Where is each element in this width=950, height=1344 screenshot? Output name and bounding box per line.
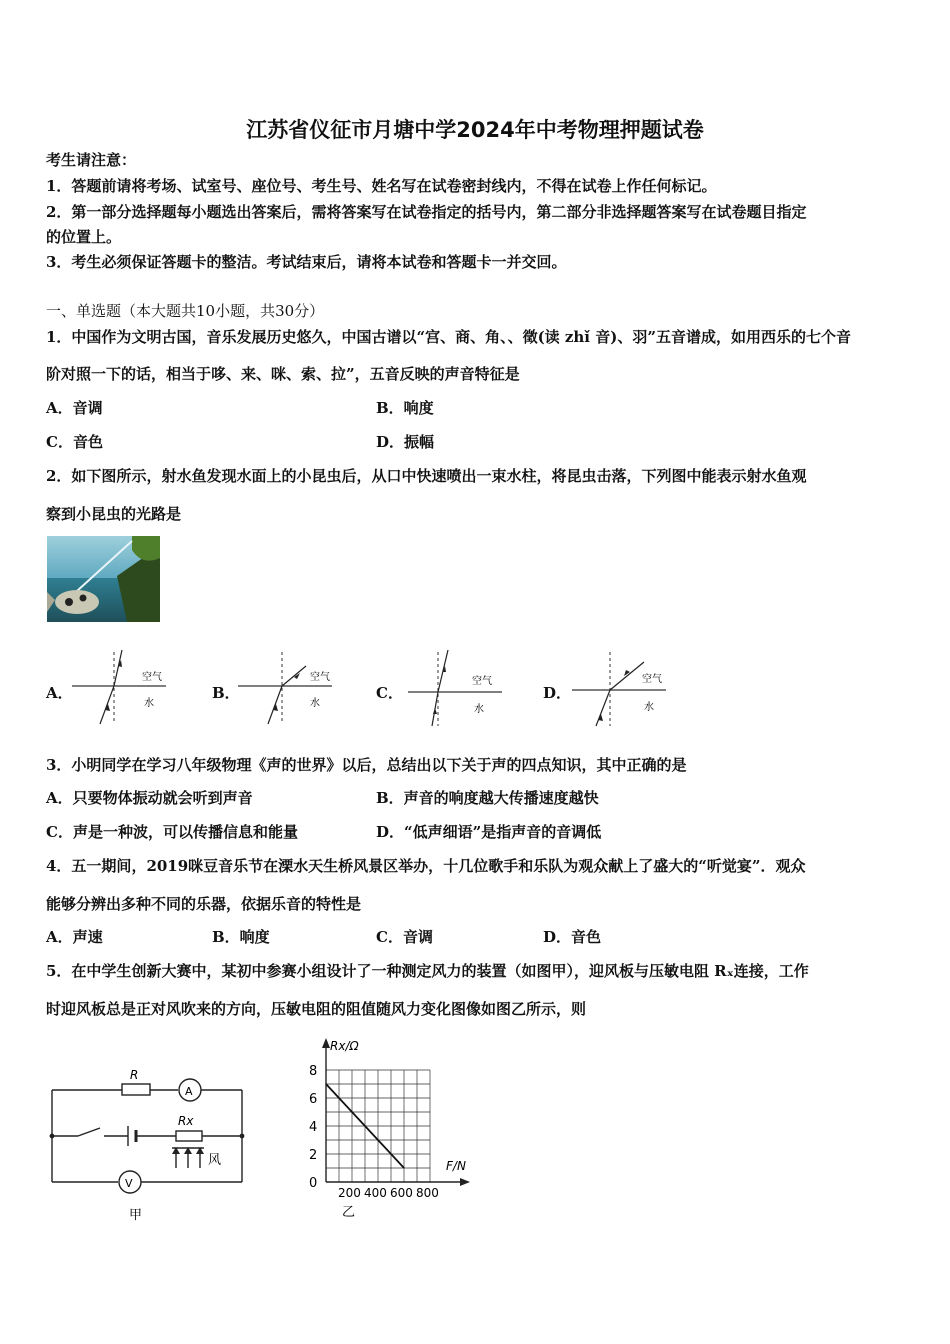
y-tick-label: 0 — [309, 1176, 318, 1191]
q4-stem: 能够分辨出多种不同的乐器，依据乐音的特性是 — [46, 895, 362, 913]
air-label: 空气 — [472, 676, 492, 687]
x-axis-label: F/N — [446, 1159, 466, 1173]
q4-stem: 4．五一期间，2019咪豆音乐节在溧水天生桥风景区举办，十几位歌手和乐队为观众献上了盛大的“听觉宴”．观众 — [46, 857, 806, 875]
y-axis-label: Rx/Ω — [330, 1039, 359, 1053]
ammeter-label: A — [185, 1085, 193, 1098]
graph-caption: 乙 — [342, 1205, 356, 1220]
q2-option-c: C． — [376, 684, 403, 702]
q1-stem: 阶对照一下的话，相当于哆、来、咪、索、拉”，五音反映的声音特征是 — [46, 365, 520, 383]
water-label: 水 — [144, 698, 154, 709]
air-label: 空气 — [310, 672, 330, 683]
q1-option-b: B．响度 — [376, 399, 434, 417]
notice-item: 2．第一部分选择题每小题选出答案后，需将答案写在试卷指定的括号内，第二部分非选择题答案写在试卷题目指定 — [46, 203, 807, 221]
q2-option-b: B． — [212, 684, 240, 702]
x-tick-label: 200 — [338, 1186, 361, 1200]
circuit-diagram — [44, 1058, 254, 1226]
q5-stem: 5．在中学生创新大赛中，某初中参赛小组设计了一种测定风力的装置（如图甲），迎风板与压敏电阻 Rₓ连接，工作 — [46, 962, 809, 980]
q3-option-b: B．声音的响度越大传播速度越快 — [376, 789, 599, 807]
q2-stem: 察到小昆虫的光路是 — [46, 505, 182, 523]
notice-item: 的位置上。 — [46, 228, 122, 246]
q3-stem: 3．小明同学在学习八年级物理《声的世界》以后，总结出以下关于声的四点知识，其中正确的是 — [46, 756, 687, 774]
water-label: 水 — [644, 702, 654, 713]
wind-label: 风 — [208, 1153, 222, 1168]
q5-stem: 时迎风板总是正对风吹来的方向，压敏电阻的阻值随风力变化图像如图乙所示，则 — [46, 1000, 587, 1018]
q2-option-a: A． — [46, 684, 73, 702]
air-label: 空气 — [642, 674, 662, 685]
q1-option-c: C．音色 — [46, 433, 103, 451]
q4-option-a: A．声速 — [46, 928, 103, 946]
y-tick-label: 4 — [309, 1120, 318, 1135]
ray-diagram-d — [566, 646, 676, 730]
notice-heading: 考生请注意： — [46, 151, 137, 169]
q3-option-a: A．只要物体振动就会听到声音 — [46, 789, 253, 807]
archerfish-photo — [47, 536, 160, 622]
ray-diagram-b — [230, 646, 340, 730]
page-title: 江苏省仪征市月塘中学2024年中考物理押题试卷 — [246, 118, 704, 142]
ray-diagram-c — [400, 646, 510, 730]
resistance-force-graph — [296, 1034, 486, 1224]
x-tick-label: 800 — [416, 1186, 439, 1200]
q4-option-c: C．音调 — [376, 928, 433, 946]
q1-option-a: A．音调 — [46, 399, 103, 417]
voltmeter-label: V — [125, 1177, 133, 1190]
q4-option-d: D．音色 — [543, 928, 602, 946]
y-tick-label: 6 — [309, 1092, 318, 1107]
q1-stem: 1．中国作为文明古国，音乐发展历史悠久，中国古谱以“宫、商、角、、徵(读 zhǐ 音)、羽”五音谱成，如用西乐的七个音 — [46, 328, 851, 346]
air-label: 空气 — [142, 672, 162, 683]
ray-diagram-a — [64, 646, 174, 730]
q2-option-d: D． — [543, 684, 572, 702]
section-heading: 一、单选题（本大题共10小题，共30分） — [46, 302, 325, 320]
x-axis-arrow — [460, 1178, 470, 1186]
resistor-r-label: R — [130, 1068, 139, 1082]
q1-option-d: D．振幅 — [376, 433, 435, 451]
y-tick-label: 2 — [309, 1148, 318, 1163]
circuit-caption: 甲 — [129, 1208, 143, 1223]
y-tick-label: 8 — [309, 1064, 318, 1079]
q3-option-d: D．“低声细语”是指声音的音调低 — [376, 823, 602, 841]
x-tick-label: 600 — [390, 1186, 413, 1200]
water-label: 水 — [474, 704, 484, 715]
y-axis-arrow — [322, 1038, 330, 1048]
resistor-rx-label: Rx — [178, 1114, 194, 1128]
notice-item: 1．答题前请将考场、试室号、座位号、考生号、姓名写在试卷密封线内，不得在试卷上作任何标记。 — [46, 177, 717, 195]
q4-option-b: B．响度 — [212, 928, 270, 946]
q3-option-c: C．声是一种波，可以传播信息和能量 — [46, 823, 298, 841]
q2-stem: 2．如下图所示，射水鱼发现水面上的小昆虫后，从口中快速喷出一束水柱，将昆虫击落，下列图中能表示射水鱼观 — [46, 467, 807, 485]
water-label: 水 — [310, 698, 320, 709]
x-tick-label: 400 — [364, 1186, 387, 1200]
notice-item: 3．考生必须保证答题卡的整洁。考试结束后，请将本试卷和答题卡一并交回。 — [46, 253, 567, 271]
